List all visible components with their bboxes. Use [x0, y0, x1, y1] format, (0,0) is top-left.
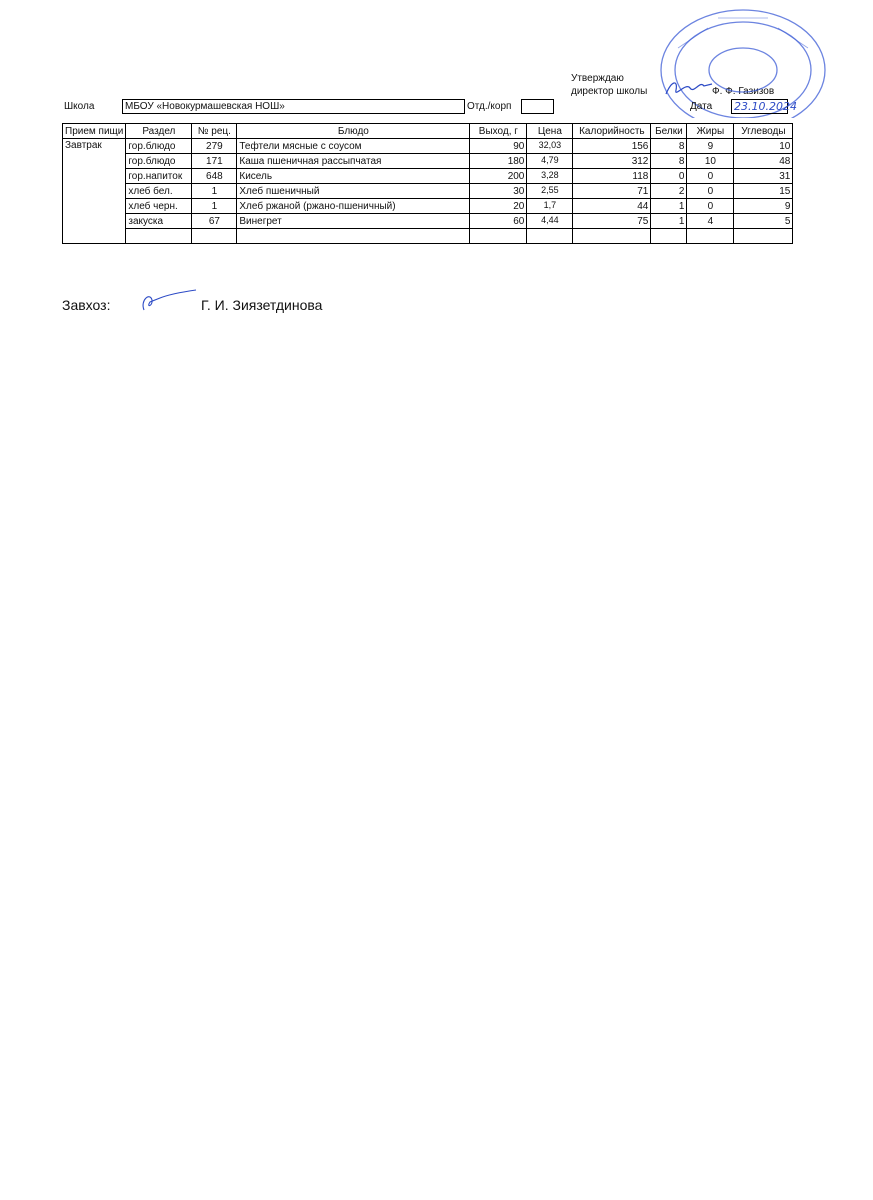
cell-price: 3,28 — [527, 169, 573, 184]
header-recipe: № рец. — [192, 124, 237, 139]
header-meal: Прием пищи — [63, 124, 126, 139]
director-name: Ф. Ф. Газизов — [712, 86, 775, 97]
cell-price: 1,7 — [527, 199, 573, 214]
cell-recipe: 279 — [192, 139, 237, 154]
cell-carbs: 48 — [734, 154, 793, 169]
footer-name: Г. И. Зиязетдинова — [201, 297, 323, 313]
cell-price: 4,79 — [527, 154, 573, 169]
empty-cell — [126, 229, 192, 244]
cell-recipe: 67 — [192, 214, 237, 229]
cell-protein: 1 — [651, 214, 687, 229]
table-row-empty — [63, 229, 793, 244]
header-carbs: Углеводы — [734, 124, 793, 139]
header-section: Раздел — [126, 124, 192, 139]
cell-yield: 180 — [470, 154, 527, 169]
cell-fat: 10 — [687, 154, 734, 169]
empty-cell — [527, 229, 573, 244]
cell-yield: 90 — [470, 139, 527, 154]
school-name: МБОУ «Новокурмашевская НОШ» — [122, 99, 465, 114]
cell-carbs: 15 — [734, 184, 793, 199]
header-price: Цена — [527, 124, 573, 139]
dept-label: Отд./корп — [467, 101, 512, 112]
director-signature — [664, 76, 714, 100]
cell-carbs: 31 — [734, 169, 793, 184]
footer-role: Завхоз: — [62, 297, 111, 313]
cell-meal: Завтрак — [63, 139, 126, 244]
date-box — [731, 99, 797, 114]
cell-protein: 1 — [651, 199, 687, 214]
cell-section: гор.блюдо — [126, 139, 192, 154]
cell-calories: 71 — [573, 184, 651, 199]
cell-section: гор.блюдо — [126, 154, 192, 169]
empty-cell — [651, 229, 687, 244]
table-header-row — [63, 124, 793, 139]
header-fat: Жиры — [687, 124, 734, 139]
cell-calories: 118 — [573, 169, 651, 184]
cell-dish: Каша пшеничная рассыпчатая — [237, 154, 470, 169]
approval-line2: директор школы — [571, 86, 648, 97]
empty-cell — [573, 229, 651, 244]
cell-yield: 200 — [470, 169, 527, 184]
table-row — [63, 169, 793, 184]
school-label: Школа — [64, 101, 95, 112]
header-dish: Блюдо — [237, 124, 470, 139]
approval-line1: Утверждаю — [571, 73, 624, 84]
table-row — [63, 184, 793, 199]
cell-section: гор.напиток — [126, 169, 192, 184]
header-yield: Выход, г — [470, 124, 527, 139]
cell-fat: 4 — [687, 214, 734, 229]
cell-recipe: 1 — [192, 199, 237, 214]
empty-cell — [734, 229, 793, 244]
cell-calories: 312 — [573, 154, 651, 169]
cell-carbs: 5 — [734, 214, 793, 229]
table-row — [63, 199, 793, 214]
dept-value — [521, 99, 554, 114]
cell-fat: 0 — [687, 184, 734, 199]
cell-recipe: 648 — [192, 169, 237, 184]
cell-fat: 9 — [687, 139, 734, 154]
cell-section: хлеб бел. — [126, 184, 192, 199]
cell-dish: Кисель — [237, 169, 470, 184]
cell-yield: 30 — [470, 184, 527, 199]
storekeeper-signature — [138, 288, 198, 314]
cell-carbs: 9 — [734, 199, 793, 214]
date-value: 23.10.2024 — [734, 100, 797, 113]
cell-carbs: 10 — [734, 139, 793, 154]
cell-section: закуска — [126, 214, 192, 229]
table-row — [63, 139, 793, 154]
empty-cell — [687, 229, 734, 244]
cell-section: хлеб черн. — [126, 199, 192, 214]
cell-dish: Хлеб ржаной (ржано-пшеничный) — [237, 199, 470, 214]
cell-calories: 75 — [573, 214, 651, 229]
header-protein: Белки — [651, 124, 687, 139]
table-row — [63, 214, 793, 229]
cell-recipe: 171 — [192, 154, 237, 169]
cell-price: 32,03 — [527, 139, 573, 154]
cell-protein: 0 — [651, 169, 687, 184]
cell-dish: Хлеб пшеничный — [237, 184, 470, 199]
cell-price: 4,44 — [527, 214, 573, 229]
cell-recipe: 1 — [192, 184, 237, 199]
menu-table — [62, 123, 793, 244]
cell-dish: Тефтели мясные с соусом — [237, 139, 470, 154]
date-label: Дата — [690, 101, 713, 112]
cell-price: 2,55 — [527, 184, 573, 199]
cell-protein: 2 — [651, 184, 687, 199]
cell-dish: Винегрет — [237, 214, 470, 229]
cell-protein: 8 — [651, 154, 687, 169]
cell-protein: 8 — [651, 139, 687, 154]
cell-yield: 20 — [470, 199, 527, 214]
cell-calories: 156 — [573, 139, 651, 154]
table-row — [63, 154, 793, 169]
empty-cell — [470, 229, 527, 244]
cell-fat: 0 — [687, 169, 734, 184]
header-calories: Калорийность — [573, 124, 651, 139]
empty-cell — [237, 229, 470, 244]
cell-calories: 44 — [573, 199, 651, 214]
cell-yield: 60 — [470, 214, 527, 229]
cell-fat: 0 — [687, 199, 734, 214]
empty-cell — [192, 229, 237, 244]
